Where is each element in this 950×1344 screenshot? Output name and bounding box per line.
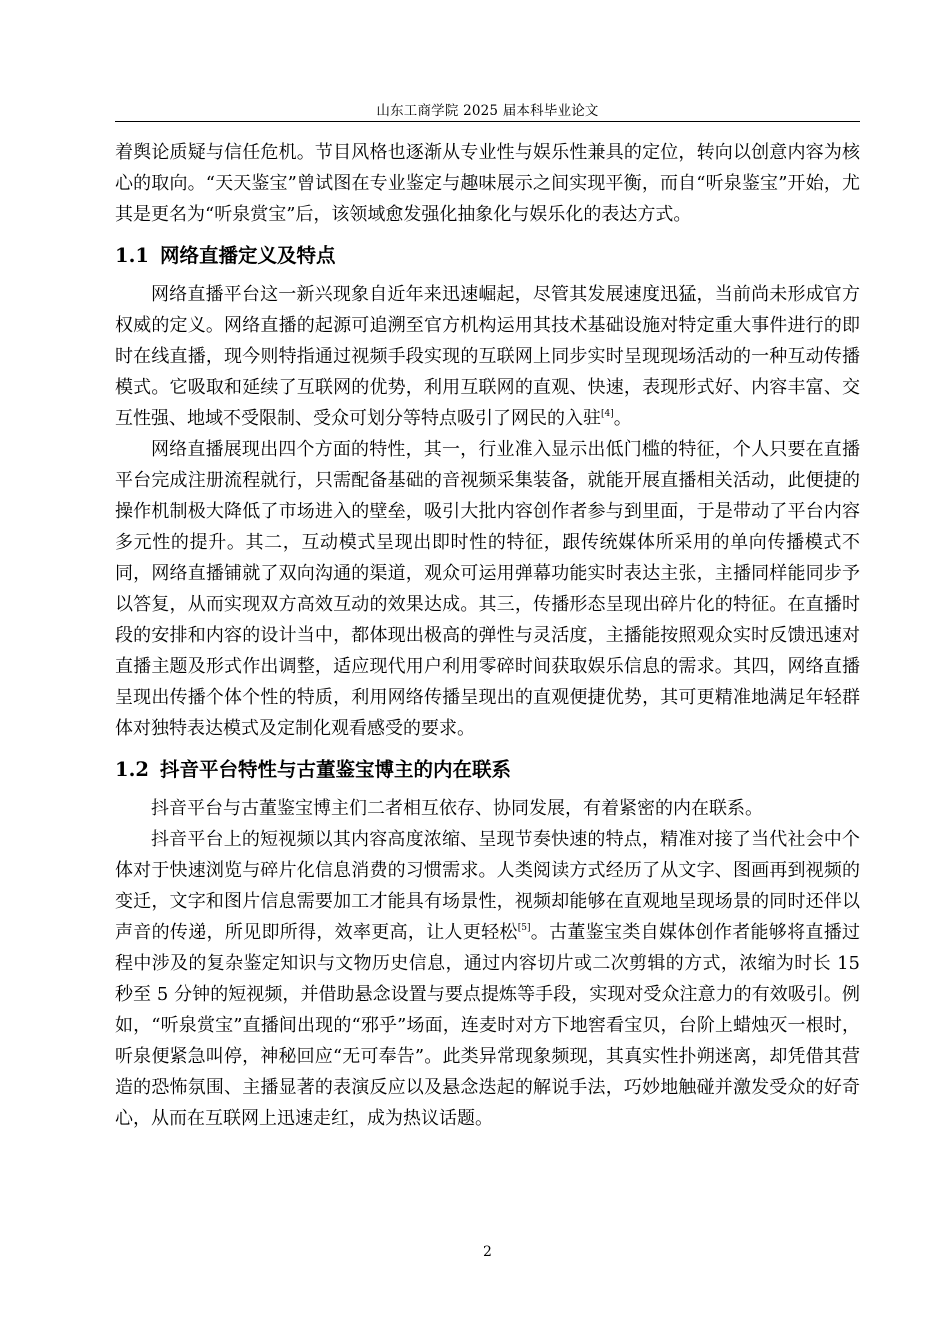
page-content [115,137,860,1134]
section-1-2-paragraph-2 [115,824,860,1134]
section-1-1-paragraph-2: 网络直播展现出四个方面的特性，其一，行业准入显示出低门槛的特征，个人只要在直播平台完成注册流程就行，只需配备基础的音视频采集装备，就能开展直播相关活动，此便捷的操作机制极大降低了市场进入的壁垒，吸引大批内容创作者参与到里面，于是带动了平台内容多元性的提升。其二，互动模式呈现出即时性的特征，跟传统媒体所采用的单向传播模式不同，网络直播铺就了双向沟通的渠道，观众可运用弹幕功能实时表达主张，主播同样能同步予以答复，从而实现双方高效互动的效果达成。其三，传播形态呈现出碎片化的特征。在直播时段的安排和内容的设计当中，都体现出极高的弹性与灵活度，主播能按照观众实时反馈迅速对直播主题及形式作出调整，适应现代用户利用零碎时间获取娱乐信息的需求。其四，网络直播呈现出传播个体个性的特质，利用网络传播呈现出的直观便捷优势，其可更精准地满足年轻群体对独特表达模式及定制化观看感受的要求。 [115,439,860,739]
header-rule [115,121,860,122]
section-1-1-paragraph-1 [115,279,860,434]
paragraph-ending: 。 [613,408,632,429]
section-heading-1-1 [115,240,860,271]
section-title: 抖音平台特性与古董鉴宝博主的内在联系 [159,758,511,781]
section-title: 网络直播定义及特点 [159,244,336,267]
opening-paragraph: 着舆论质疑与信任危机。节目风格也逐渐从专业性与娱乐性兼具的定位，转向以创意内容为核心的取向。“天天鉴宝”曾试图在专业鉴定与趣味展示之间实现平衡，而自“听泉鉴宝”开始，尤其是更名为“听泉赏宝”后，该领域愈发强化抽象化与娱乐化的表达方式。 [115,142,860,225]
section-heading-1-2 [115,754,860,785]
page-number: 2 [483,1244,492,1260]
section-number: 1.2 [115,758,149,781]
paragraph-text: 抖音平台上的短视频以其内容高度浓缩、呈现节奏快速的特点，精准对接了当代社会中个体对于快速浏览与碎片化信息消费的习惯需求。人类阅读方式经历了从文字、图画再到视频的变迁，文字和图片信息需要加工才能具有场景性，视频却能够在直观地呈现场景的同时还伴以声音的传递，所见即所得，效率更高，让人更轻松 [115,829,860,943]
paragraph-text-continued: 。古董鉴宝类自媒体创作者能够将直播过程中涉及的复杂鉴定知识与文物历史信息，通过内容切片或二次剪辑的方式，浓缩为时长 15 秒至 5 分钟的短视频，并借助悬念设置与要点提炼等手段，实现对受众注意力的有效吸引。例如，“听泉赏宝”直播间出现的“邪乎”场面，连麦时对方下地窖看宝贝，台阶上蜡烛灭一根时，听泉便紧急叫停，神秘回应“无可奉告”。此类异常现象频现，其真实性扑朔迷离，却凭借其营造的恐怖氛围、主播显著的表演反应以及悬念迭起的解说手法，巧妙地触碰并激发受众的好奇心，从而在互联网上迅速走红，成为热议话题。 [115,922,861,1129]
section-1-2-paragraph-1: 抖音平台与古董鉴宝博主们二者相互依存、协同发展，有着紧密的内在联系。 [151,798,763,819]
citation-reference: [4] [601,409,614,419]
paragraph-text: 网络直播平台这一新兴现象自近年来迅速崛起，尽管其发展速度迅猛，当前尚未形成官方权威的定义。网络直播的起源可追溯至官方机构运用其技术基础设施对特定重大事件进行的即时在线直播，现今则特指通过视频手段实现的互联网上同步实时呈现现场活动的一种互动传播模式。它吸取和延续了互联网的优势，利用互联网的直观、快速，表现形式好、内容丰富、交互性强、地域不受限制、受众可划分等特点吸引了网民的入驻 [115,284,860,429]
running-header: 山东工商学院 2025 届本科毕业论文 [376,103,599,119]
section-number: 1.1 [115,244,149,267]
citation-reference: [5] [517,923,531,933]
